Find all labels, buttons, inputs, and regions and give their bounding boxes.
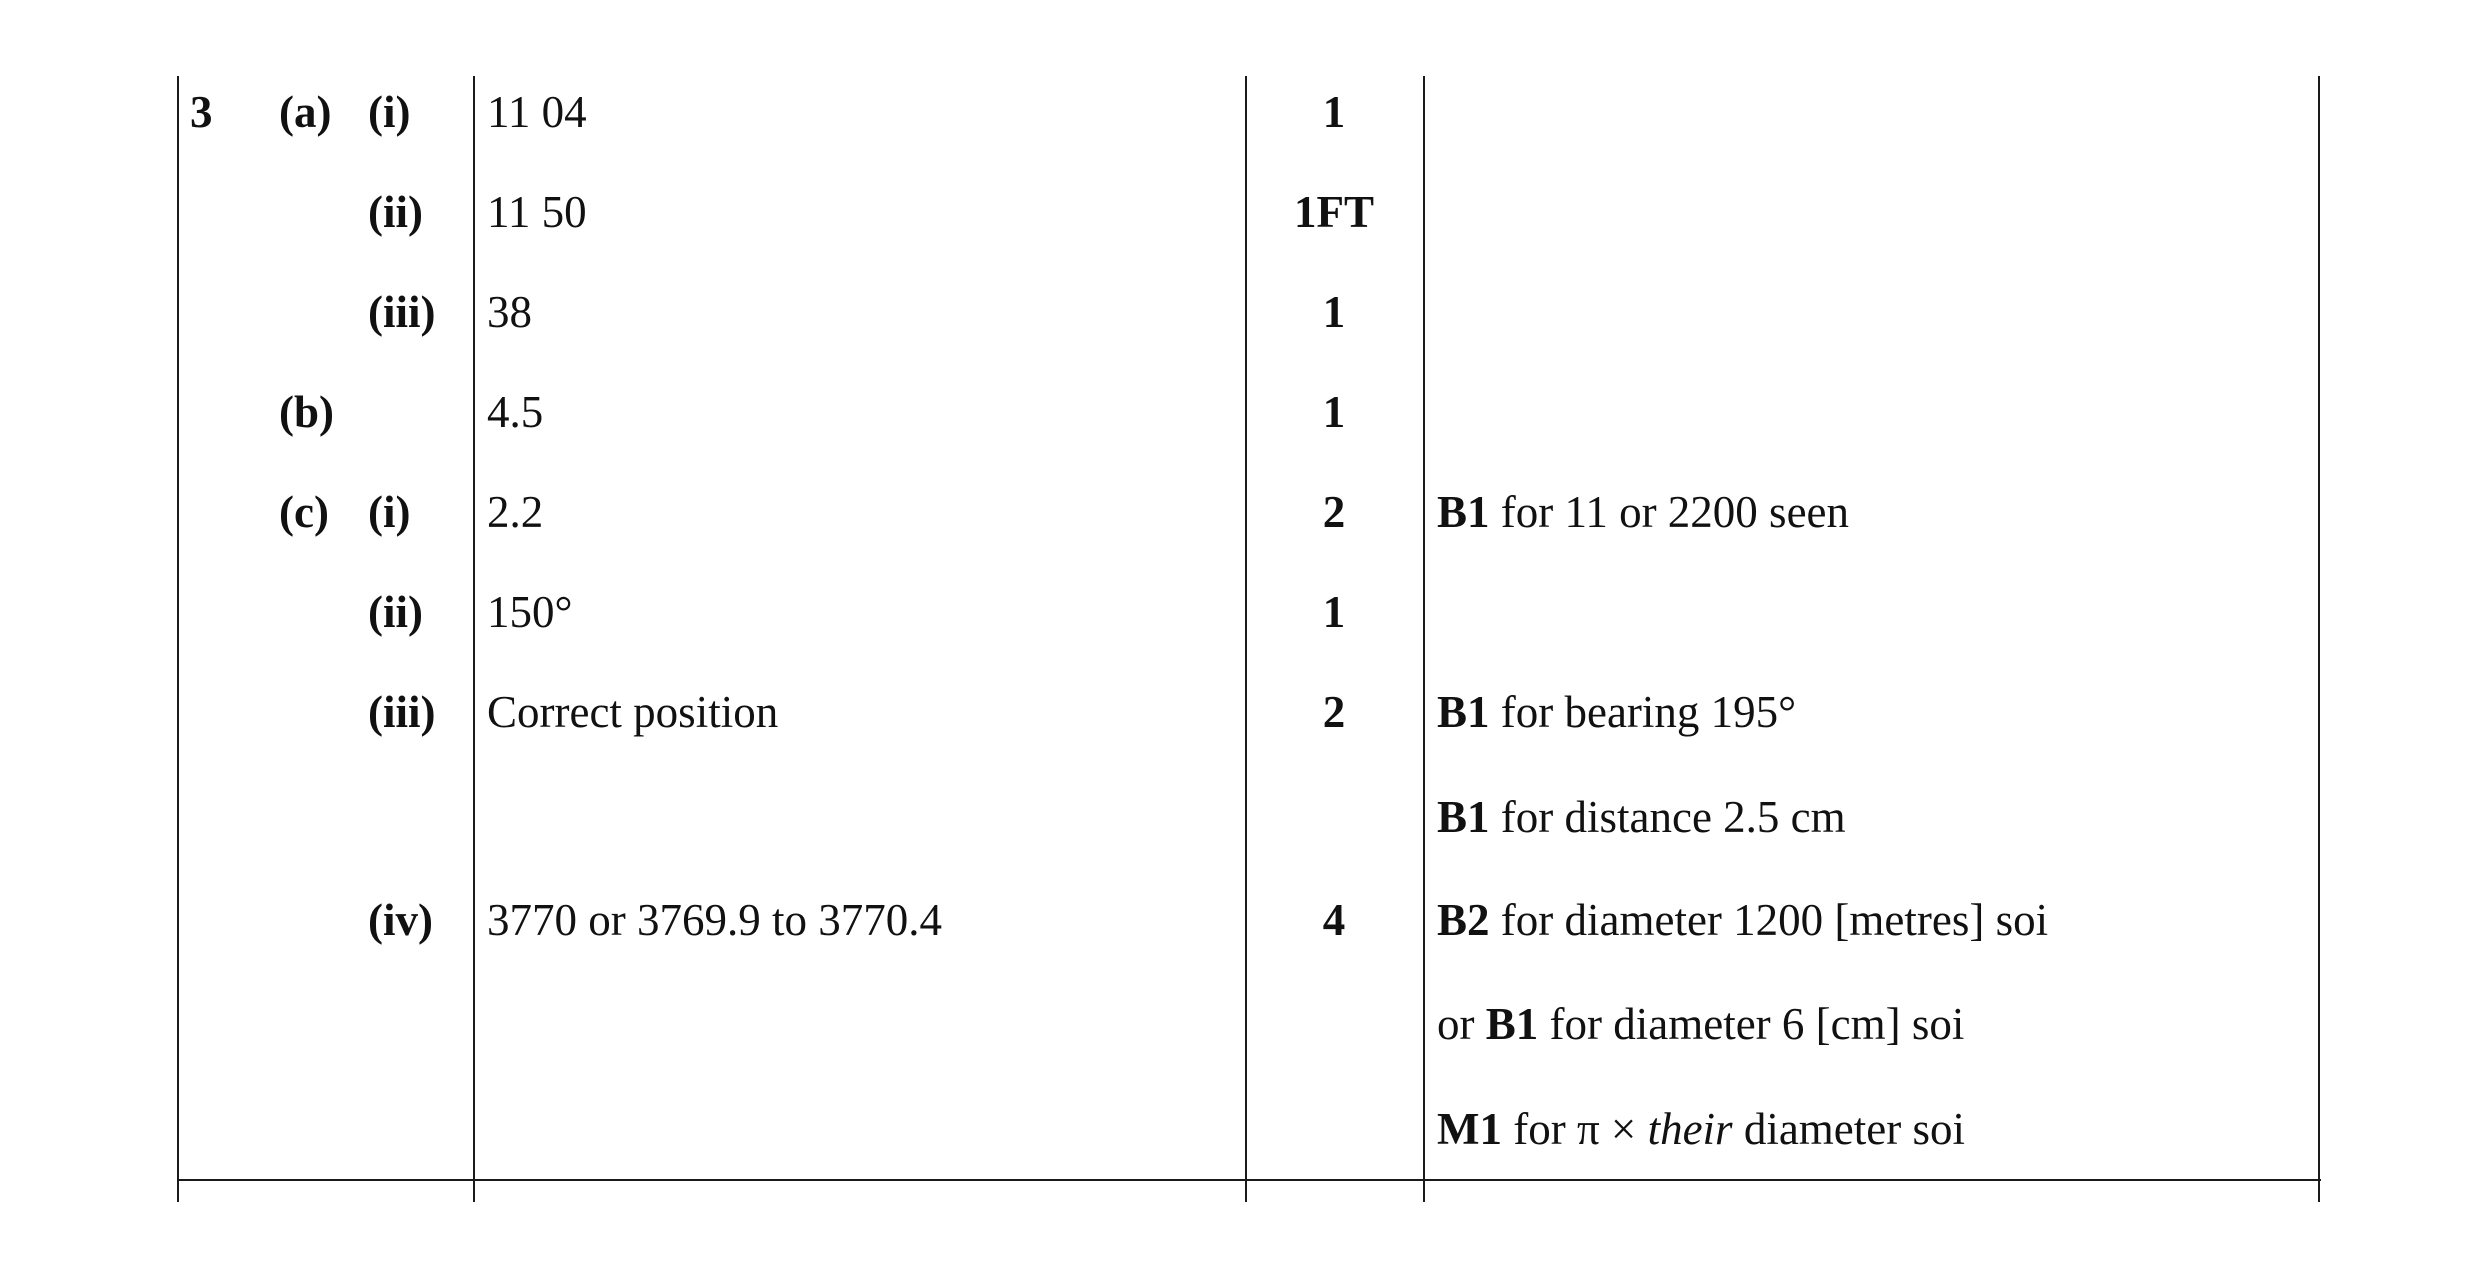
table-divider-notes (1423, 76, 1425, 1202)
mark-cell: 4 (1322, 895, 1346, 945)
answer-cell: 3770 or 3769.9 to 3770.4 (487, 895, 942, 945)
note-text: for 11 or 2200 seen (1489, 487, 1850, 537)
note-text: for distance 2.5 cm (1489, 792, 1846, 842)
note-prefix: or (1437, 999, 1486, 1049)
table-border-right (2318, 76, 2320, 1202)
answer-cell: 11 04 (487, 87, 587, 137)
answer-cell: 150° (487, 587, 573, 637)
guidance-note (1437, 999, 1965, 1049)
table-bottom-border (177, 1179, 2321, 1181)
guidance-note (1437, 487, 1850, 537)
subpart-label: (iii) (368, 687, 436, 737)
table-divider-marks (1245, 76, 1247, 1202)
mark-code: B1 (1485, 999, 1539, 1049)
note-italic: their (1647, 1104, 1733, 1154)
guidance-note (1437, 895, 2049, 945)
answer-cell: 38 (487, 287, 532, 337)
mark-cell: 2 (1322, 487, 1346, 537)
answer-cell: 2.2 (487, 487, 544, 537)
mark-code: B1 (1437, 687, 1490, 737)
mark-cell: 1 (1322, 87, 1346, 137)
mark-cell: 1 (1322, 587, 1346, 637)
table-divider-answer (473, 76, 475, 1202)
note-text: for bearing 195° (1489, 687, 1797, 737)
table-border-left (177, 76, 179, 1202)
question-number: 3 (190, 87, 213, 137)
answer-cell: Correct position (487, 687, 779, 737)
subpart-label: (i) (368, 87, 411, 137)
mark-code: B2 (1437, 895, 1490, 945)
note-text: for diameter 6 [cm] soi (1538, 999, 1965, 1049)
subpart-label: (iv) (368, 895, 433, 945)
subpart-label: (i) (368, 487, 411, 537)
mark-cell: 1 (1322, 387, 1346, 437)
answer-cell: 11 50 (487, 187, 587, 237)
subpart-label: (iii) (368, 287, 436, 337)
subpart-label: (ii) (368, 187, 423, 237)
mark-code: B1 (1437, 487, 1490, 537)
guidance-note (1437, 687, 1797, 737)
mark-code: M1 (1437, 1104, 1502, 1154)
note-text: for π × (1501, 1104, 1648, 1154)
part-label: (a) (279, 87, 332, 137)
answer-cell: 4.5 (487, 387, 544, 437)
mark-cell: 1 (1322, 287, 1346, 337)
mark-cell: 1FT (1293, 187, 1374, 237)
guidance-note (1437, 1104, 1965, 1154)
part-label: (b) (279, 387, 334, 437)
part-label: (c) (279, 487, 329, 537)
note-suffix: diameter soi (1732, 1104, 1965, 1154)
guidance-note (1437, 792, 1846, 842)
mark-cell: 2 (1322, 687, 1346, 737)
subpart-label: (ii) (368, 587, 423, 637)
note-text: for diameter 1200 [metres] soi (1489, 895, 2049, 945)
mark-code: B1 (1437, 792, 1490, 842)
